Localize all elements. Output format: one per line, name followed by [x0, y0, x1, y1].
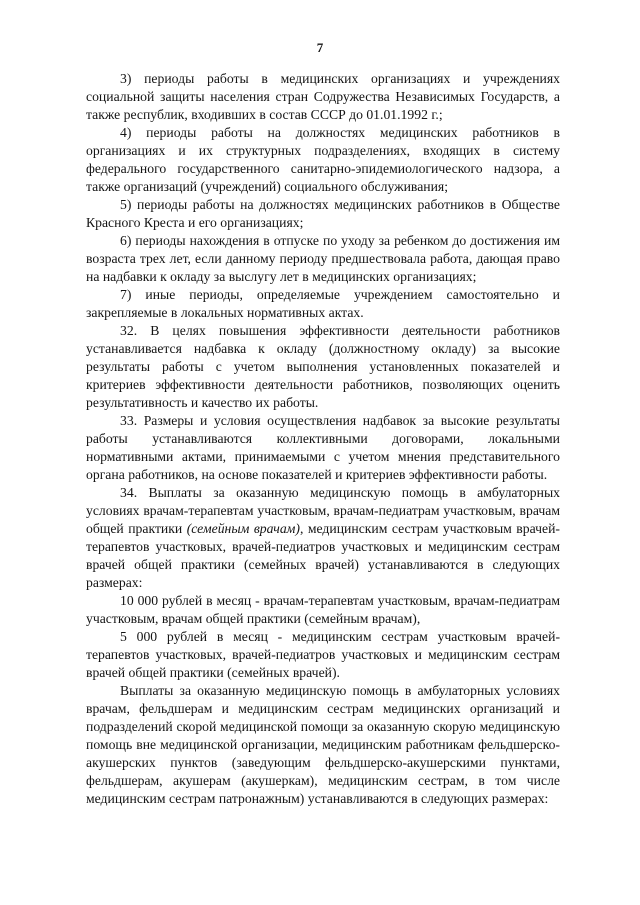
- paragraph-ambulatory-payments: Выплаты за оказанную медицинскую помощь в амбулаторных условиях врачам, фельдшерам и медицинским сестрам медицинских организаций и подразделений скорой медицинской помощи за оказанную скорую медицинскую помощь вне медицинской организации, медицинским работникам фельдшерско-акушерских пунктов (заведующим фельдшерско-акушерскими пунктами, фельдшерам, акушерам (акушеркам), медицинским сестрам, в том числе медицинским сестрам патронажным) устанавливаются в следующих размерах:: [86, 683, 560, 806]
- italic-phrase: (семейным врачам): [186, 521, 300, 536]
- paragraph-clause-32: 32. В целях повышения эффективности деятельности работников устанавливается надбавка к окладу (должностному окладу) за высокие результаты работы с учетом выполнения установленных показателей и критериев эффективности деятельности работников, позволяющих оценить результативность и качество их работы.: [86, 323, 560, 410]
- paragraph-period-5: 5) периоды работы на должностях медицинских работников в Обществе Красного Креста и его организациях;: [86, 197, 560, 230]
- document-body: [86, 70, 560, 808]
- paragraph-period-7: 7) иные периоды, определяемые учреждением самостоятельно и закрепляемые в локальных нормативных актах.: [86, 287, 560, 320]
- paragraph-amount-5000: 5 000 рублей в месяц - медицинским сестрам участковым врачей-терапевтов участковых, врачей-педиатров участковых и медицинским сестрам врачей общей практики (семейных врачей).: [86, 629, 560, 680]
- paragraph-clause-34: 34. Выплаты за оказанную медицинскую помощь в амбулаторных условиях врачам-терапевтам участковым, врачам-педиатрам участковым, врачам общей практики (семейным врачам), медицинским сестрам участковым врачей-терапевтов участковых, врачей-педиатров участковых и медицинским сестрам врачей общей практики (семейных врачей) устанавливаются в следующих размерах:: [86, 485, 560, 590]
- paragraph-clause-33: 33. Размеры и условия осуществления надбавок за высокие результаты работы устанавливаются коллективными договорами, локальными нормативными актами, принимаемыми с учетом мнения представительного органа работников, на основе показателей и критериев эффективности работы.: [86, 413, 560, 482]
- paragraph-amount-10000: 10 000 рублей в месяц - врачам-терапевтам участковым, врачам-педиатрам участковым, врачам общей практики (семейным врачам),: [86, 593, 560, 626]
- paragraph-period-4: 4) периоды работы на должностях медицинских работников в организациях и их структурных подразделениях, входящих в систему федерального государственного санитарно-эпидемиологического надзора, а также организаций (учреждений) социального обслуживания;: [86, 125, 560, 194]
- paragraph-period-6: 6) периоды нахождения в отпуске по уходу за ребенком до достижения им возраста трех лет, если данному периоду предшествовала работа, дающая право на надбавки к окладу за выслугу лет в медицинских организациях;: [86, 233, 560, 284]
- paragraph-period-3: 3) периоды работы в медицинских организациях и учреждениях социальной защиты населения стран Содружества Независимых Государств, а также республик, входивших в состав СССР до 01.01.1992 г.;: [86, 71, 560, 122]
- page-number: 7: [316, 40, 324, 55]
